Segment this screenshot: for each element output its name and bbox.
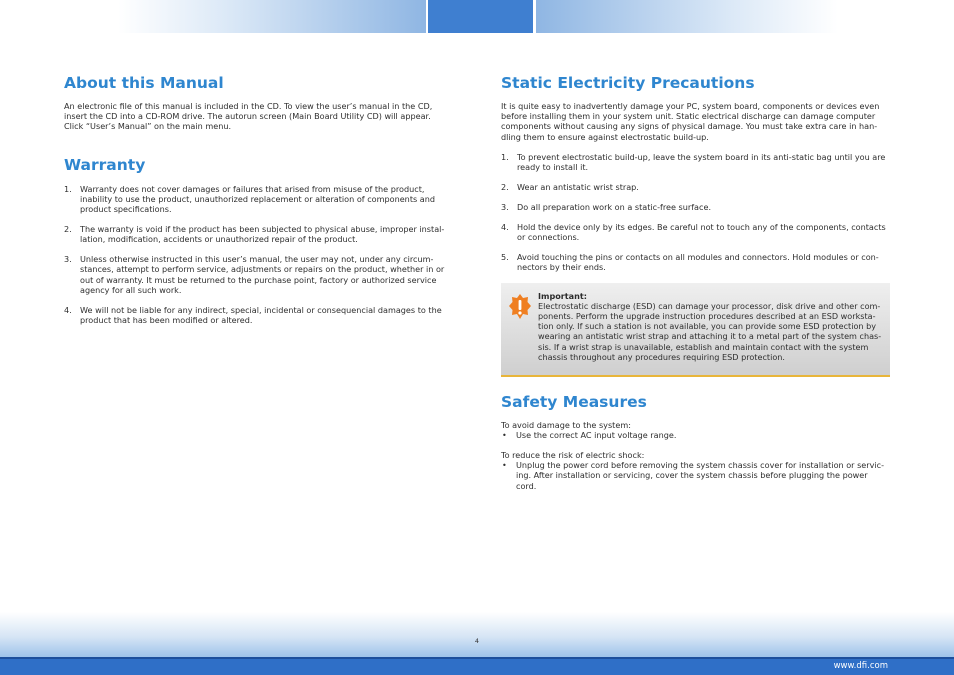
header-gradient-left <box>118 0 426 33</box>
important-line: chassis throughout any procedures requiring ESD protection. <box>538 351 785 362</box>
warranty-item <box>64 254 448 295</box>
item-line: out of warranty. It must be returned to the purchase point, factory or authorized service <box>80 274 437 285</box>
warranty-title: Warranty <box>64 155 146 174</box>
about-title: About this Manual <box>64 74 224 92</box>
footer-bar <box>0 657 954 675</box>
intro-line: dling them to ensure against electrostatic build-up. <box>501 131 709 142</box>
about-line: An electronic file of this manual is included in the CD. To view the user’s manual in the CD, <box>64 101 433 111</box>
item-line: ready to install it. <box>517 162 589 173</box>
footer-url-link[interactable]: www.dfi.com <box>833 661 888 671</box>
item-number: 3. <box>64 254 72 265</box>
safety-list-1 <box>501 430 890 440</box>
safety-bullet <box>501 430 890 440</box>
bullet-dot: • <box>502 429 507 440</box>
item-line: nectors by their ends. <box>517 262 606 273</box>
important-title: Important: <box>538 290 587 301</box>
safety-intro-1: To avoid damage to the system: <box>501 419 631 430</box>
static-intro <box>501 101 890 142</box>
page-number: 4 <box>474 637 480 645</box>
item-line: Unless otherwise instructed in this user’s manual, the user may not, under any circum- <box>80 254 434 265</box>
bullet-line: Unplug the power cord before removing the system chassis cover for installation or servic- <box>516 460 885 471</box>
item-line: stances, attempt to perform service, adjustments or repairs on the product, whether in or <box>80 264 445 275</box>
important-line: ponents. Perform the upgrade instruction procedures described at an ESD worksta- <box>538 311 876 322</box>
warranty-item <box>64 184 448 215</box>
safety-title: Safety Measures <box>501 392 647 411</box>
header-tab-block <box>428 0 533 33</box>
warranty-item <box>64 305 448 325</box>
item-line: The warranty is void if the product has been subjected to physical abuse, improper instal- <box>80 224 445 235</box>
item-line: lation, modification, accidents or unauthorized repair of the product. <box>80 234 358 245</box>
item-line: To prevent electrostatic build-up, leave the system board in its anti-static bag until you are <box>517 151 886 162</box>
item-number: 4. <box>64 304 72 315</box>
item-line: or connections. <box>517 232 580 243</box>
intro-line: before installing them in your system unit. Static electrical discharge can damage computer <box>501 111 876 122</box>
bullet-line: cord. <box>516 480 537 491</box>
item-line: inability to use the product, unauthorized replacement or alteration of components and <box>80 193 436 204</box>
right-column <box>501 74 890 491</box>
item-number: 1. <box>501 151 509 162</box>
item-line: product specifications. <box>80 204 172 215</box>
item-line: Avoid touching the pins or contacts on all modules and connectors. Hold modules or con- <box>517 252 879 263</box>
item-line: We will not be liable for any indirect, special, incidental or consequencial damages to the <box>80 304 442 315</box>
item-line: Warranty does not cover damages or failures that arised from misuse of the product, <box>80 183 425 194</box>
bullet-dot: • <box>502 460 507 471</box>
static-item <box>501 202 890 212</box>
warranty-section <box>64 156 448 326</box>
safety-bullet <box>501 460 890 491</box>
about-line: Click “User’s Manual” on the main menu. <box>64 121 232 132</box>
item-number: 5. <box>501 252 509 263</box>
header-gradient-right <box>536 0 838 33</box>
warranty-item <box>64 224 448 244</box>
safety-intro-2: To reduce the risk of electric shock: <box>501 450 645 461</box>
static-item <box>501 152 890 172</box>
warning-icon <box>508 293 532 321</box>
about-section <box>64 74 448 132</box>
item-number: 2. <box>64 224 72 235</box>
important-callout <box>501 283 890 377</box>
item-line: Wear an antistatic wrist strap. <box>517 182 639 193</box>
static-item <box>501 182 890 192</box>
safety-section <box>501 393 890 491</box>
about-line: insert the CD into a CD-ROM drive. The autorun screen (Main Board Utility CD) will appear. <box>64 111 431 122</box>
item-number: 4. <box>501 222 509 233</box>
static-section <box>501 74 890 273</box>
about-body <box>64 101 448 132</box>
item-line: Hold the device only by its edges. Be careful not to touch any of the components, contacts <box>517 222 886 233</box>
footer-gradient <box>0 612 954 657</box>
static-item <box>501 252 890 272</box>
important-line: Electrostatic discharge (ESD) can damage your processor, disk drive and other com- <box>538 300 881 311</box>
intro-line: components without causing any signs of physical damage. You must take extra care in han- <box>501 121 878 132</box>
safety-list-2 <box>501 460 890 491</box>
bullet-line: Use the correct AC input voltage range. <box>516 429 677 440</box>
warranty-list <box>64 184 448 326</box>
left-column <box>64 74 448 335</box>
static-list <box>501 152 890 273</box>
item-line: agency for all such work. <box>80 284 182 295</box>
item-number: 3. <box>501 202 509 213</box>
important-line: wearing an antistatic wrist strap and attaching it to a metal part of the system chas- <box>538 331 882 342</box>
bullet-line: ing. After installation or servicing, cover the system chassis before plugging the power <box>516 470 868 481</box>
item-number: 2. <box>501 182 509 193</box>
important-body <box>538 301 882 362</box>
item-line: Do all preparation work on a static-free surface. <box>517 202 712 213</box>
item-line: product that has been modified or altered. <box>80 315 253 326</box>
item-number: 1. <box>64 183 72 194</box>
important-line: sis. If a wrist strap is unavailable, establish and maintain contact with the system <box>538 341 869 352</box>
important-line: tion only. If such a station is not available, you can provide some ESD protection by <box>538 321 877 332</box>
intro-line: It is quite easy to inadvertently damage your PC, system board, components or devices even <box>501 101 880 111</box>
static-item <box>501 222 890 242</box>
static-title: Static Electricity Precautions <box>501 74 755 92</box>
